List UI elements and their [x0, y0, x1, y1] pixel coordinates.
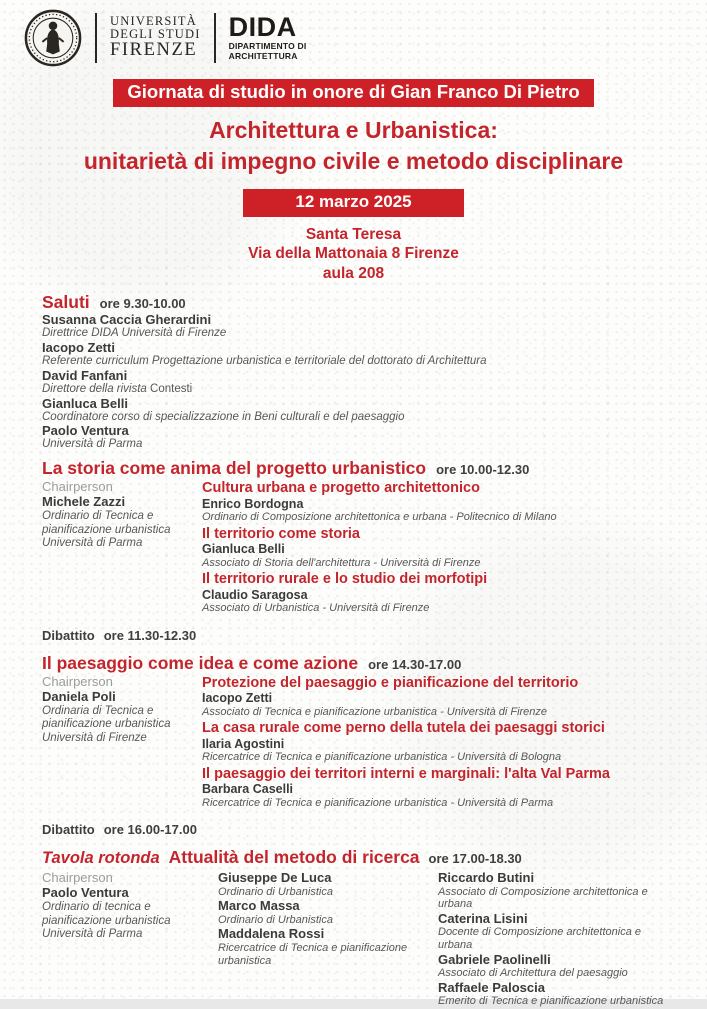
- talk-speaker-role: Associato di Storia dell'architettura - Università di Firenze: [202, 556, 481, 569]
- person-role: Ordinario di Urbanistica: [218, 913, 333, 926]
- dibattito-2: [42, 822, 673, 837]
- list-item: [42, 313, 673, 340]
- roundtable-type-label: Tavola rotonda: [42, 849, 160, 868]
- list-item: [42, 397, 673, 424]
- chairperson-label: Chairperson: [42, 673, 113, 689]
- talk-speaker-role: Ricercatrice di Tecnica e pianificazione urbanistica - Università di Parma: [202, 796, 554, 809]
- roundtable-participants-col2: [438, 871, 673, 1009]
- talk-title: Il territorio rurale e lo studio dei morfotipi: [202, 571, 488, 588]
- person-role-italic: Direttore della rivista: [42, 382, 147, 395]
- section-saluti-title: Saluti: [42, 291, 90, 312]
- person-role: Associato di Composizione architettonica e urbana: [438, 885, 648, 911]
- dibattito-label: Dibattito: [42, 627, 95, 643]
- list-item: [438, 953, 673, 980]
- university-line3: FIRENZE: [110, 39, 198, 60]
- list-item: [218, 871, 430, 898]
- talk-item: [202, 480, 673, 523]
- venue-room: aula 208: [322, 264, 385, 282]
- section-storia-body: [42, 480, 673, 616]
- dida-acronym: DIDA: [228, 11, 297, 42]
- venue-name: Santa Teresa: [305, 226, 402, 244]
- saluti-people: [42, 313, 673, 452]
- program-content: [0, 292, 707, 1009]
- talks-list: [202, 675, 673, 811]
- person-name: David Fanfani: [42, 367, 128, 383]
- person-name: Susanna Caccia Gherardini: [42, 311, 212, 327]
- section-storia-time: ore 10.00-12.30: [436, 462, 530, 478]
- chairperson-block: [42, 480, 202, 616]
- chairperson-block: [42, 675, 202, 811]
- chairperson-name: Daniela Poli: [42, 688, 116, 704]
- talk-item: [202, 766, 673, 809]
- talk-speaker-role: Ricercatrice di Tecnica e pianificazione urbanistica - Università di Bologna: [202, 751, 562, 764]
- chairperson-role: Ordinario di Tecnica e pianificazione urbanistica: [42, 510, 171, 536]
- talk-title: Il paesaggio dei territori interni e marginali: l'alta Val Parma: [202, 765, 610, 782]
- dibattito-label: Dibattito: [42, 822, 95, 838]
- talk-speaker: Gianluca Belli: [202, 542, 285, 557]
- chairperson-role: Ordinario di tecnica e pianificazione urbanistica: [42, 900, 171, 927]
- roundtable-participants-col1: [218, 871, 438, 1009]
- talk-title: Cultura urbana e progetto architettonico: [202, 480, 480, 497]
- person-role: Direttrice DIDA Università di Firenze: [42, 326, 227, 339]
- event-title-line2: unitarietà di impegno civile e metodo disciplinare: [83, 147, 624, 174]
- person-name: Gianluca Belli: [42, 395, 128, 411]
- roundtable-time: ore 17.00-18.30: [428, 851, 522, 867]
- roundtable-body: [42, 871, 673, 1009]
- person-name: Giuseppe De Luca: [218, 870, 332, 886]
- section-saluti-time: ore 9.30-10.00: [99, 295, 186, 311]
- event-banner: Giornata di studio in onore di Gian Franco Di Pietro: [113, 79, 593, 107]
- section-paesaggio-title: Il paesaggio come idea e come azione: [42, 652, 359, 673]
- dida-dept-line1: DIPARTIMENTO DI: [228, 40, 307, 51]
- person-role: Docente di Composizione architettonica e urbana: [438, 926, 642, 952]
- talk-speaker-role: Ordinario di Composizione architettonica e urbana - Politecnico di Milano: [202, 511, 557, 524]
- date-badge: 12 marzo 2025: [243, 189, 463, 217]
- list-item: [438, 871, 673, 911]
- person-name: Maddalena Rossi: [218, 926, 325, 942]
- talk-title: La casa rurale come perno della tutela dei paesaggi storici: [202, 720, 605, 737]
- person-role: Università di Parma: [42, 438, 143, 451]
- talk-item: [202, 526, 673, 569]
- logo-divider: [95, 13, 97, 63]
- university-wordmark: [110, 15, 201, 60]
- section-paesaggio-header: [42, 653, 673, 674]
- section-storia-title: La storia come anima del progetto urbanistico: [42, 458, 427, 479]
- list-item: [42, 424, 673, 451]
- talks-list: [202, 480, 673, 616]
- talk-item: [202, 571, 673, 614]
- person-role: Associato di Architettura del paesaggio: [438, 967, 628, 980]
- talk-speaker: Enrico Bordogna: [202, 496, 304, 511]
- person-role: Emerito di Tecnica e pianificazione urbanistica: [438, 995, 664, 1008]
- chairperson-name: Paolo Ventura: [42, 885, 129, 900]
- chairperson-name: Michele Zazzi: [42, 494, 126, 510]
- section-paesaggio-time: ore 14.30-17.00: [368, 656, 462, 672]
- university-line2: DEGLI STUDI: [110, 26, 201, 41]
- person-role: [42, 383, 673, 396]
- list-item: [218, 927, 430, 967]
- talk-speaker: Iacopo Zetti: [202, 691, 273, 706]
- person-name: Gabriele Paolinelli: [438, 951, 551, 967]
- person-name: Marco Massa: [218, 898, 300, 914]
- chairperson-role: Ordinaria di Tecnica e pianificazione urbanistica: [42, 704, 171, 731]
- talk-speaker-role: Associato di Tecnica e pianificazione urbanistica - Università di Firenze: [202, 705, 548, 718]
- event-title-line1: Architettura e Urbanistica:: [209, 117, 498, 143]
- list-item: [218, 899, 430, 926]
- venue-address: Via della Mattonaia 8 Firenze: [248, 245, 459, 263]
- section-paesaggio-body: [42, 675, 673, 811]
- person-name: Iacopo Zetti: [42, 339, 115, 355]
- dida-logo: [228, 11, 307, 61]
- talk-speaker-role: Associato di Urbanistica - Università di Firenze: [202, 602, 430, 615]
- logo-divider: [214, 13, 216, 63]
- talk-speaker: Claudio Saragosa: [202, 587, 308, 602]
- person-name: Paolo Ventura: [42, 423, 129, 439]
- talk-speaker: Ilaria Agostini: [202, 736, 285, 751]
- list-item: [42, 369, 673, 396]
- talk-title: Il territorio come storia: [202, 525, 360, 542]
- chairperson-affiliation: Università di Parma: [42, 928, 143, 941]
- dibattito-time: ore 16.00-17.00: [103, 822, 197, 838]
- list-item: [438, 981, 673, 1008]
- chairperson-label: Chairperson: [42, 479, 113, 495]
- person-role: Coordinatore corso di specializzazione in Beni culturali e del paesaggio: [42, 410, 405, 423]
- person-role: Referente curriculum Progettazione urbanistica e territoriale del dottorato di Architettura: [42, 354, 487, 367]
- person-role: Ricercatrice di Tecnica e pianificazione urbanistica: [218, 941, 408, 967]
- person-name: Riccardo Butini: [438, 870, 535, 886]
- journal-name: Contesti: [150, 382, 193, 395]
- chairperson-label: Chairperson: [42, 870, 113, 886]
- dibattito-1: [42, 628, 673, 643]
- unifi-seal-icon: [24, 9, 82, 67]
- person-name: Raffaele Paloscia: [438, 979, 545, 995]
- person-name: Caterina Lisini: [438, 910, 528, 926]
- dibattito-time: ore 11.30-12.30: [103, 627, 197, 643]
- venue-block: [0, 225, 707, 283]
- event-title: [0, 115, 707, 176]
- roundtable-header: [42, 847, 673, 868]
- section-saluti-header: [42, 292, 673, 313]
- roundtable-title: Attualità del metodo di ricerca: [168, 847, 420, 868]
- section-storia-header: [42, 458, 673, 479]
- talk-title: Protezione del paesaggio e pianificazione del territorio: [202, 674, 579, 691]
- chairperson-affiliation: Università di Firenze: [42, 731, 147, 744]
- header-logos: [0, 0, 707, 66]
- chairperson-affiliation: Università di Parma: [42, 537, 143, 550]
- university-line1: UNIVERSITÀ: [110, 13, 197, 28]
- talk-item: [202, 720, 673, 763]
- talk-speaker: Barbara Caselli: [202, 782, 294, 796]
- person-role: Ordinario di Urbanistica: [218, 885, 333, 898]
- list-item: [438, 912, 673, 952]
- list-item: [42, 341, 673, 368]
- dida-dept-line2: ARCHITETTURA: [228, 51, 298, 61]
- talk-item: [202, 675, 673, 718]
- chairperson-block: [42, 871, 218, 1009]
